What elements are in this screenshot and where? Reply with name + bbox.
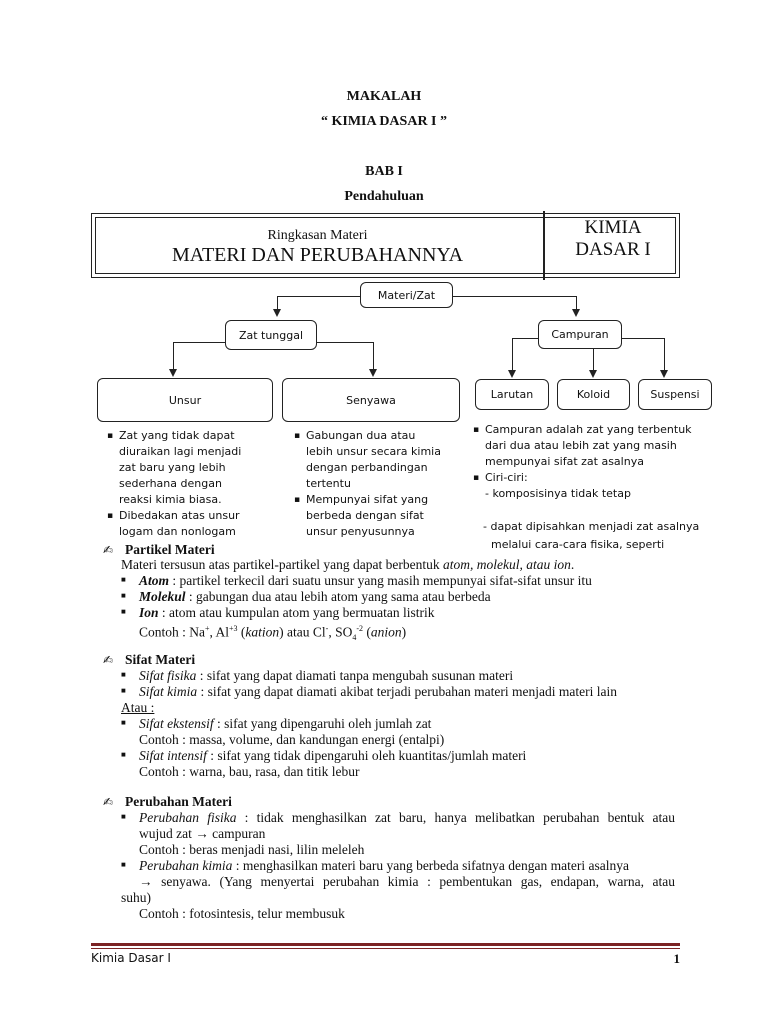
perubahan-kimia-example: Contoh : fotosintesis, telur membusuk: [139, 906, 345, 921]
section-sifat-heading: ✍ Sifat Materi: [103, 652, 196, 667]
summary-main-title: MATERI DAN PERUBAHANNYA: [171, 244, 464, 266]
node-materi-zat: Materi/Zat: [360, 282, 453, 308]
sifat-ekstensif: Sifat ekstensif : sifat yang dipengaruhi oleh jumlah zat: [139, 716, 432, 731]
atom-definition: Atom : partikel terkecil dari suatu unsur yang masih mempunyai sifat-sifat unsur itu: [139, 573, 592, 588]
section-partikel-heading: ✍ Partikel Materi: [103, 542, 215, 557]
node-unsur: Unsur: [97, 378, 273, 422]
chapter-number: BAB I: [365, 164, 403, 179]
footer-label: Kimia Dasar I: [91, 951, 171, 965]
footer-rule: [91, 943, 680, 946]
perubahan-kimia: Perubahan kimia : menghasilkan materi baru yang berbeda sifatnya dengan materi asalnya: [139, 858, 629, 873]
summary-side-title-1: KIMIA: [584, 217, 642, 238]
sifat-fisika: Sifat fisika : sifat yang dapat diamati tanpa mengubah susunan materi: [139, 668, 514, 683]
list-item: ▪ Zat yang tidak dapat diuraikan lagi menjadi zat baru yang lebih sederhana dengan reaksi kimia biasa.: [107, 428, 241, 508]
sifat-ekstensif-example: Contoh : massa, volume, dan kandungan energi (entalpi): [139, 732, 445, 747]
node-campuran: Campuran: [538, 320, 622, 349]
node-zat-tunggal: Zat tunggal: [225, 320, 317, 350]
summary-side-title-2: DASAR I: [575, 239, 651, 260]
doc-main-title: “ KIMIA DASAR I ”: [320, 114, 447, 129]
perubahan-fisika-example: Contoh : beras menjadi nasi, lilin meleleh: [139, 842, 365, 857]
list-item: - komposisinya tidak tetap: [485, 487, 631, 500]
list-item: ▪ Gabungan dua atau lebih unsur secara kimia dengan perbandingan tertentu: [294, 428, 441, 492]
node-suspensi: Suspensi: [638, 379, 712, 410]
summary-subtitle: Ringkasan Materi: [267, 228, 368, 243]
partikel-intro: Materi tersusun atas partikel-partikel yang dapat berbentuk atom, molekul, atau ion.: [121, 557, 575, 572]
node-senyawa: Senyawa: [282, 378, 460, 422]
doc-type-title: MAKALAH: [346, 89, 422, 104]
list-item: ▪ Ciri-ciri:: [473, 470, 692, 486]
unsur-notes: [107, 428, 241, 540]
molekul-definition: Molekul : gabungan dua atau lebih atom yang sama atau berbeda: [139, 589, 491, 604]
sifat-intensif: Sifat intensif : sifat yang tidak dipengaruhi oleh kuantitas/jumlah materi: [139, 748, 527, 763]
sifat-intensif-example: Contoh : warna, bau, rasa, dan titik lebur: [139, 764, 360, 779]
perubahan-fisika-cont: wujud zat → campuran: [139, 826, 266, 841]
sifat-atau: Atau :: [121, 700, 155, 715]
pen-icon: ✍: [103, 795, 114, 809]
senyawa-notes: [294, 428, 441, 540]
ion-example: Contoh : Na+, $Al^{+3}$ (kation) atau Cl-, $SO_4^{-2}$ (anion): [139, 624, 407, 643]
perubahan-fisika: Perubahan fisika : tidak menghasilkan zat baru, hanya melibatkan perubahan bentuk atau: [139, 810, 675, 825]
chapter-title: Pendahuluan: [344, 189, 424, 204]
footer-rule-thin: [91, 948, 680, 949]
list-item: ▪ Mempunyai sifat yang berbeda dengan sifat unsur penyusunnya: [294, 492, 441, 540]
summary-header-box: [91, 213, 680, 278]
ion-definition: Ion : atom atau kumpulan atom yang bermuatan listrik: [139, 605, 435, 620]
pen-icon: ✍: [103, 653, 114, 667]
list-item: ▪ Campuran adalah zat yang terbentuk dari dua atau lebih zat yang masih mempunyai sifat zat asalnya: [473, 422, 692, 470]
pen-icon: ✍: [103, 543, 114, 557]
section-perubahan-heading: ✍ Perubahan Materi: [103, 794, 232, 809]
campuran-notes-cont: - dapat dipisahkan menjadi zat asalnya melalui cara-cara fisika, seperti: [483, 520, 700, 551]
node-koloid: Koloid: [557, 379, 630, 410]
page-number: 1: [673, 951, 680, 966]
perubahan-kimia-cont2: suhu): [121, 890, 151, 905]
node-larutan: Larutan: [475, 379, 549, 410]
list-item: ▪ Dibedakan atas unsur logam dan nonlogam: [107, 508, 241, 540]
perubahan-kimia-cont: → senyawa. (Yang menyertai perubahan kimia : pembentukan gas, endapan, warna, atau: [139, 874, 675, 889]
sifat-kimia: Sifat kimia : sifat yang dapat diamati akibat terjadi perubahan materi menjadi materi lain: [139, 684, 617, 699]
campuran-notes: [473, 422, 692, 502]
